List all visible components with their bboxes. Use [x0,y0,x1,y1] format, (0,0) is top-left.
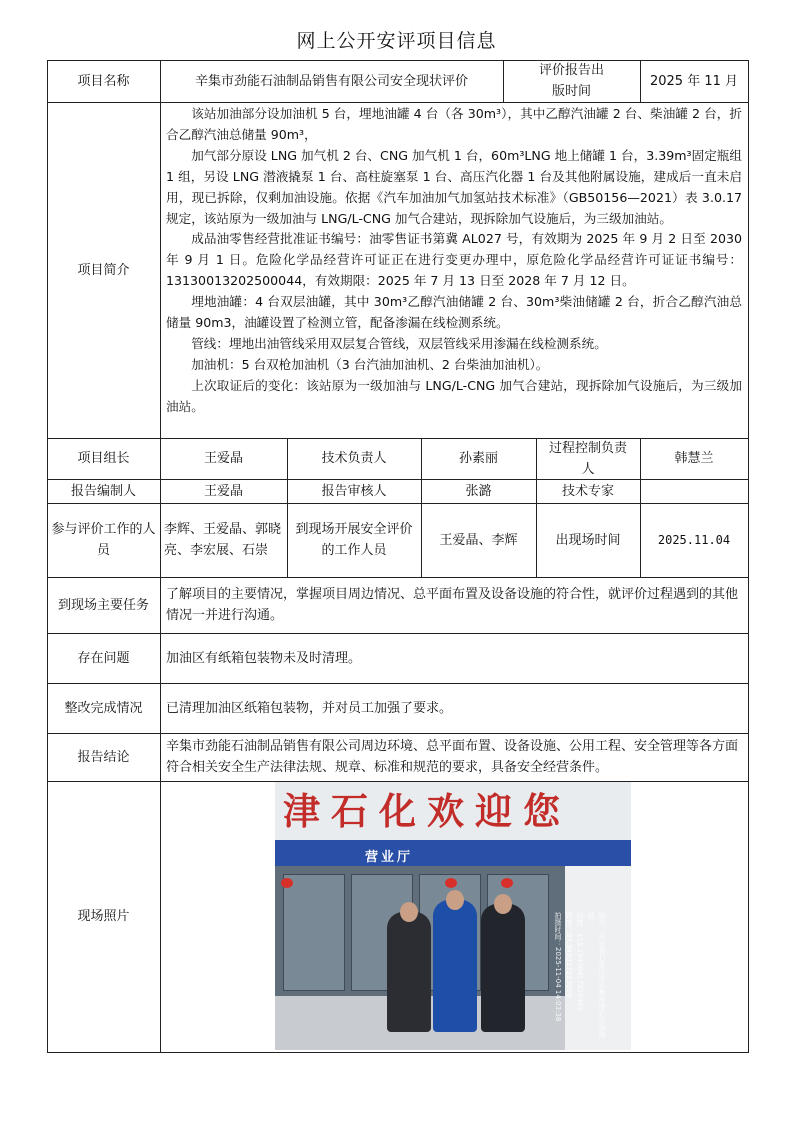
person-head [400,902,418,922]
process-value: 韩慧兰 [674,451,714,466]
photo-banner: 津石化欢迎您 [275,782,631,840]
table-rule [421,438,422,577]
intro-paragraph: 上次取证后的变化：该站原为一级加油与 LNG/L-CNG 加气合建站，现拆除加气设施后，为三级加油站。 [166,377,742,414]
page-title: 网上公开安评项目信息 [296,30,497,52]
lantern-icon [501,878,513,888]
intro-paragraph: 该站加油部分设加油机 5 台，埋地油罐 4 台（各 30m³），其中乙醇汽油罐 2 台、柴油罐 2 台，折合乙醇汽油总储量 90m³， [166,106,742,142]
person-head [494,894,512,914]
table-rule [47,577,749,578]
tasks-label: 到现场主要任务 [57,597,149,613]
conclusion-text: 辛集市劲能石油制品销售有限公司周边环境、总平面布置、设备设施、公用工程、安全管理等各方面符合相关安全生产法律法规、规章、标准和规范的要求，具备安全经营条件。 [166,739,739,775]
table-rule [47,683,749,684]
person-figure [481,904,525,1032]
watermark-line: 纬度：37.949317223096 [565,912,573,998]
expert-value [640,479,748,503]
publish-label: 评价报告出版时间 [538,63,604,99]
watermark-line: 地点：河北省石家庄市辛集市津石化加油站 [587,912,606,1038]
author-value: 王爱晶 [203,483,243,499]
watermark-line: 经度：115.19400417210469 [576,912,584,1011]
intro-text [166,104,742,418]
table-rule [503,60,504,102]
watermark-line: 拍摄时间：2025-11-04 14:03:38 [554,912,562,1022]
table-rule [287,438,288,577]
onsite-label: 到现场开展安全评价的工作人员 [295,522,413,558]
table-rule [47,438,749,439]
table-rule [47,60,749,61]
participants-label: 参与评价工作的人员 [51,522,156,558]
intro-paragraph: 加油机：5 台双枪加油机（3 台汽油加油机、2 台柴油加油机）。 [191,356,549,372]
intro-paragraph: 管线：埋地出油管线采用双层复合管线，双层管线采用渗漏在线检测系统。 [191,335,607,351]
photo-watermark [537,912,607,1042]
project-name: 辛集市劲能石油制品销售有限公司安全现状评价 [194,73,468,89]
publish-date: 2025 年 11 月 [649,73,739,89]
table-rule [47,479,749,480]
table-rule [160,60,161,1053]
person-head [446,890,464,910]
reviewer-label: 报告审核人 [321,483,387,499]
photo-label: 现场照片 [77,909,130,924]
photo-window [283,874,345,991]
tasks-text: 了解项目的主要情况，掌握项目周边情况、总平面布置及设备设施的符合性，就评价过程遇到的其他情况一并进行沟通。 [166,587,739,623]
table-rule [47,503,749,504]
person-figure [387,912,431,1032]
intro-label: 项目简介 [77,262,130,278]
person-figure [433,900,477,1032]
table-rule [640,60,641,102]
reviewer-value: 张潞 [465,483,492,499]
issues-text: 加油区有纸箱包装物未及时清理。 [166,650,362,666]
leader-label: 项目组长 [77,451,130,466]
issues-label: 存在问题 [77,650,130,666]
visit-label: 出现场时间 [555,532,621,548]
lantern-icon [281,878,293,888]
table-rule [536,438,537,577]
site-photo [275,782,631,1050]
visit-date: 2025.11.04 [657,532,731,547]
table-rule [47,733,749,734]
table-rule [47,1052,749,1053]
conclusion-label: 报告结论 [77,749,130,765]
expert-label: 技术专家 [561,483,614,499]
lantern-icon [445,878,457,888]
author-label: 报告编制人 [70,483,136,499]
table-rule [748,60,749,1053]
table-rule [47,781,749,782]
photo-canopy [275,840,631,866]
table-rule [47,60,48,1053]
project-name-label: 项目名称 [77,73,130,89]
process-label: 过程控制负责人 [548,440,627,477]
table-rule [47,633,749,634]
tech-value: 孙素丽 [458,451,498,466]
intro-paragraph: 加气部分原设 LNG 加气机 2 台、CNG 加气机 1 台，60m³LNG 地上储罐 1 台，3.39m³固定瓶组 1 组，另设 LNG 潜液撬泵 1 台、高柱旋塞泵 1 台、高压汽化器 1 台及其他附属设施，建成后一直未启用，现已拆除，仅剩加油设施。依据《汽车加油加气加氢站技术标准》（GB50156—2021）表 3.0.17 规定，该站原为一级加油与 LNG/L-CNG 加气合建站，现拆除加气设施后，为三级加油站。 [166,147,742,226]
table-rule [640,438,641,577]
intro-paragraph: 埋地油罐：4 台双层油罐，其中 30m³乙醇汽油储罐 2 台、30m³柴油储罐 2 台，折合乙醇汽油总储量 90m3，油罐设置了检测立管，配备渗漏在线检测系统。 [166,294,742,331]
rectify-text: 已清理加油区纸箱包装物，并对员工加强了要求。 [166,700,453,716]
leader-value: 王爱晶 [203,451,243,466]
intro-paragraph: 成品油零售经营批准证书编号：油零售证书第冀 AL027 号，有效期为 2025 年 9 月 2 日至 2030 年 9 月 1 日。危险化学品经营许可证正在进行变更办理中，原危险化学品经营许可证证书编号：13130013202500044，有效期限：2025 年 7 月 13 日至 2028 年 7 月 12 日。 [166,231,742,289]
rectify-label: 整改完成情况 [64,700,143,716]
table-rule [47,102,749,103]
photo-sign: 营业厅 [365,850,414,865]
participants-value: 李辉、王爱晶、郭晓亮、李宏展、石崇 [164,522,282,558]
tech-label: 技术负责人 [321,451,387,466]
onsite-value: 王爱晶、李辉 [439,532,518,548]
